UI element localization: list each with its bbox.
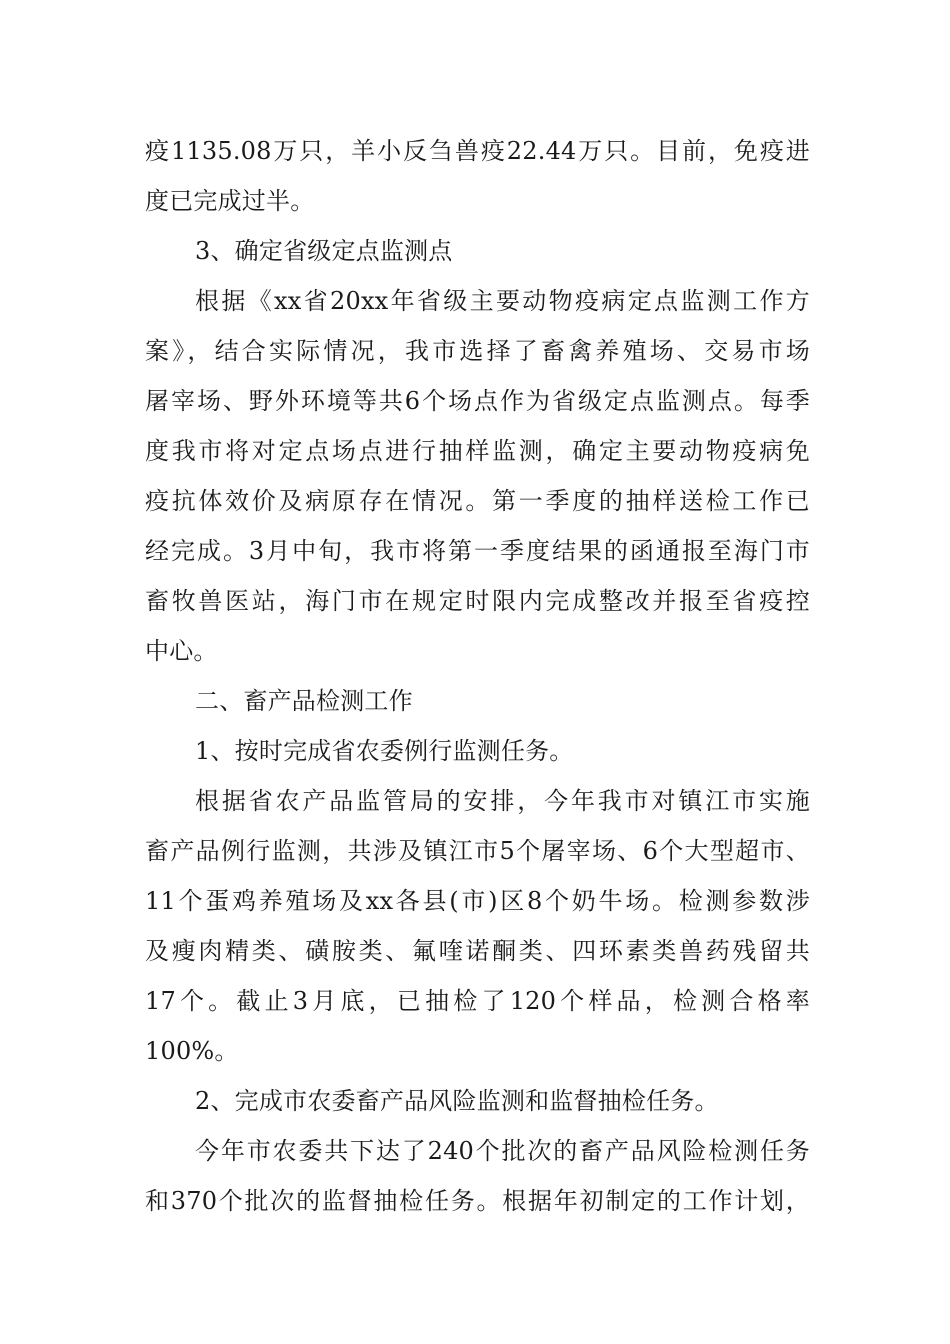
document-body [145, 126, 810, 1226]
text-line: 畜牧兽医站，海门市在规定时限内完成整改并报至省疫控 [145, 587, 810, 615]
text-line: 今年市农委共下达了240个批次的畜产品风险检测任务 [195, 1137, 810, 1165]
text-line: 畜产品例行监测，共涉及镇江市5个屠宰场、6个大型超市、 [145, 837, 810, 865]
text-line: 疫1135.08万只，羊小反刍兽疫22.44万只。目前，免疫进 [145, 137, 810, 165]
section-heading: 二、畜产品检测工作 [195, 687, 413, 715]
text-line: 17个。截止3月底，已抽检了120个样品，检测合格率 [145, 987, 810, 1015]
section-heading: 3、确定省级定点监测点 [195, 237, 453, 265]
section-heading: 2、完成市农委畜产品风险监测和监督抽检任务。 [195, 1087, 719, 1115]
text-line: 中心。 [145, 637, 218, 665]
section-heading: 1、按时完成省农委例行监测任务。 [195, 737, 574, 765]
text-line: 和370个批次的监督抽检任务。根据年初制定的工作计划， [145, 1187, 810, 1215]
text-line: 度已完成过半。 [145, 187, 315, 215]
text-line: 屠宰场、野外环境等共6个场点作为省级定点监测点。每季 [145, 387, 810, 415]
text-line: 及瘦肉精类、磺胺类、氟喹诺酮类、四环素类兽药残留共 [145, 937, 810, 965]
text-line: 100%。 [145, 1037, 239, 1065]
text-line: 疫抗体效价及病原存在情况。第一季度的抽样送检工作已 [145, 487, 810, 515]
text-line: 根据《xx省20xx年省级主要动物疫病定点监测工作方 [195, 287, 810, 315]
text-line: 根据省农产品监管局的安排，今年我市对镇江市实施 [195, 787, 810, 815]
text-line: 度我市将对定点场点进行抽样监测，确定主要动物疫病免 [145, 437, 810, 465]
text-line: 案》，结合实际情况，我市选择了畜禽养殖场、交易市场 [145, 337, 810, 365]
text-line: 经完成。3月中旬，我市将第一季度结果的函通报至海门市 [145, 537, 810, 565]
text-line: 11个蛋鸡养殖场及xx各县(市)区8个奶牛场。检测参数涉 [145, 887, 810, 915]
